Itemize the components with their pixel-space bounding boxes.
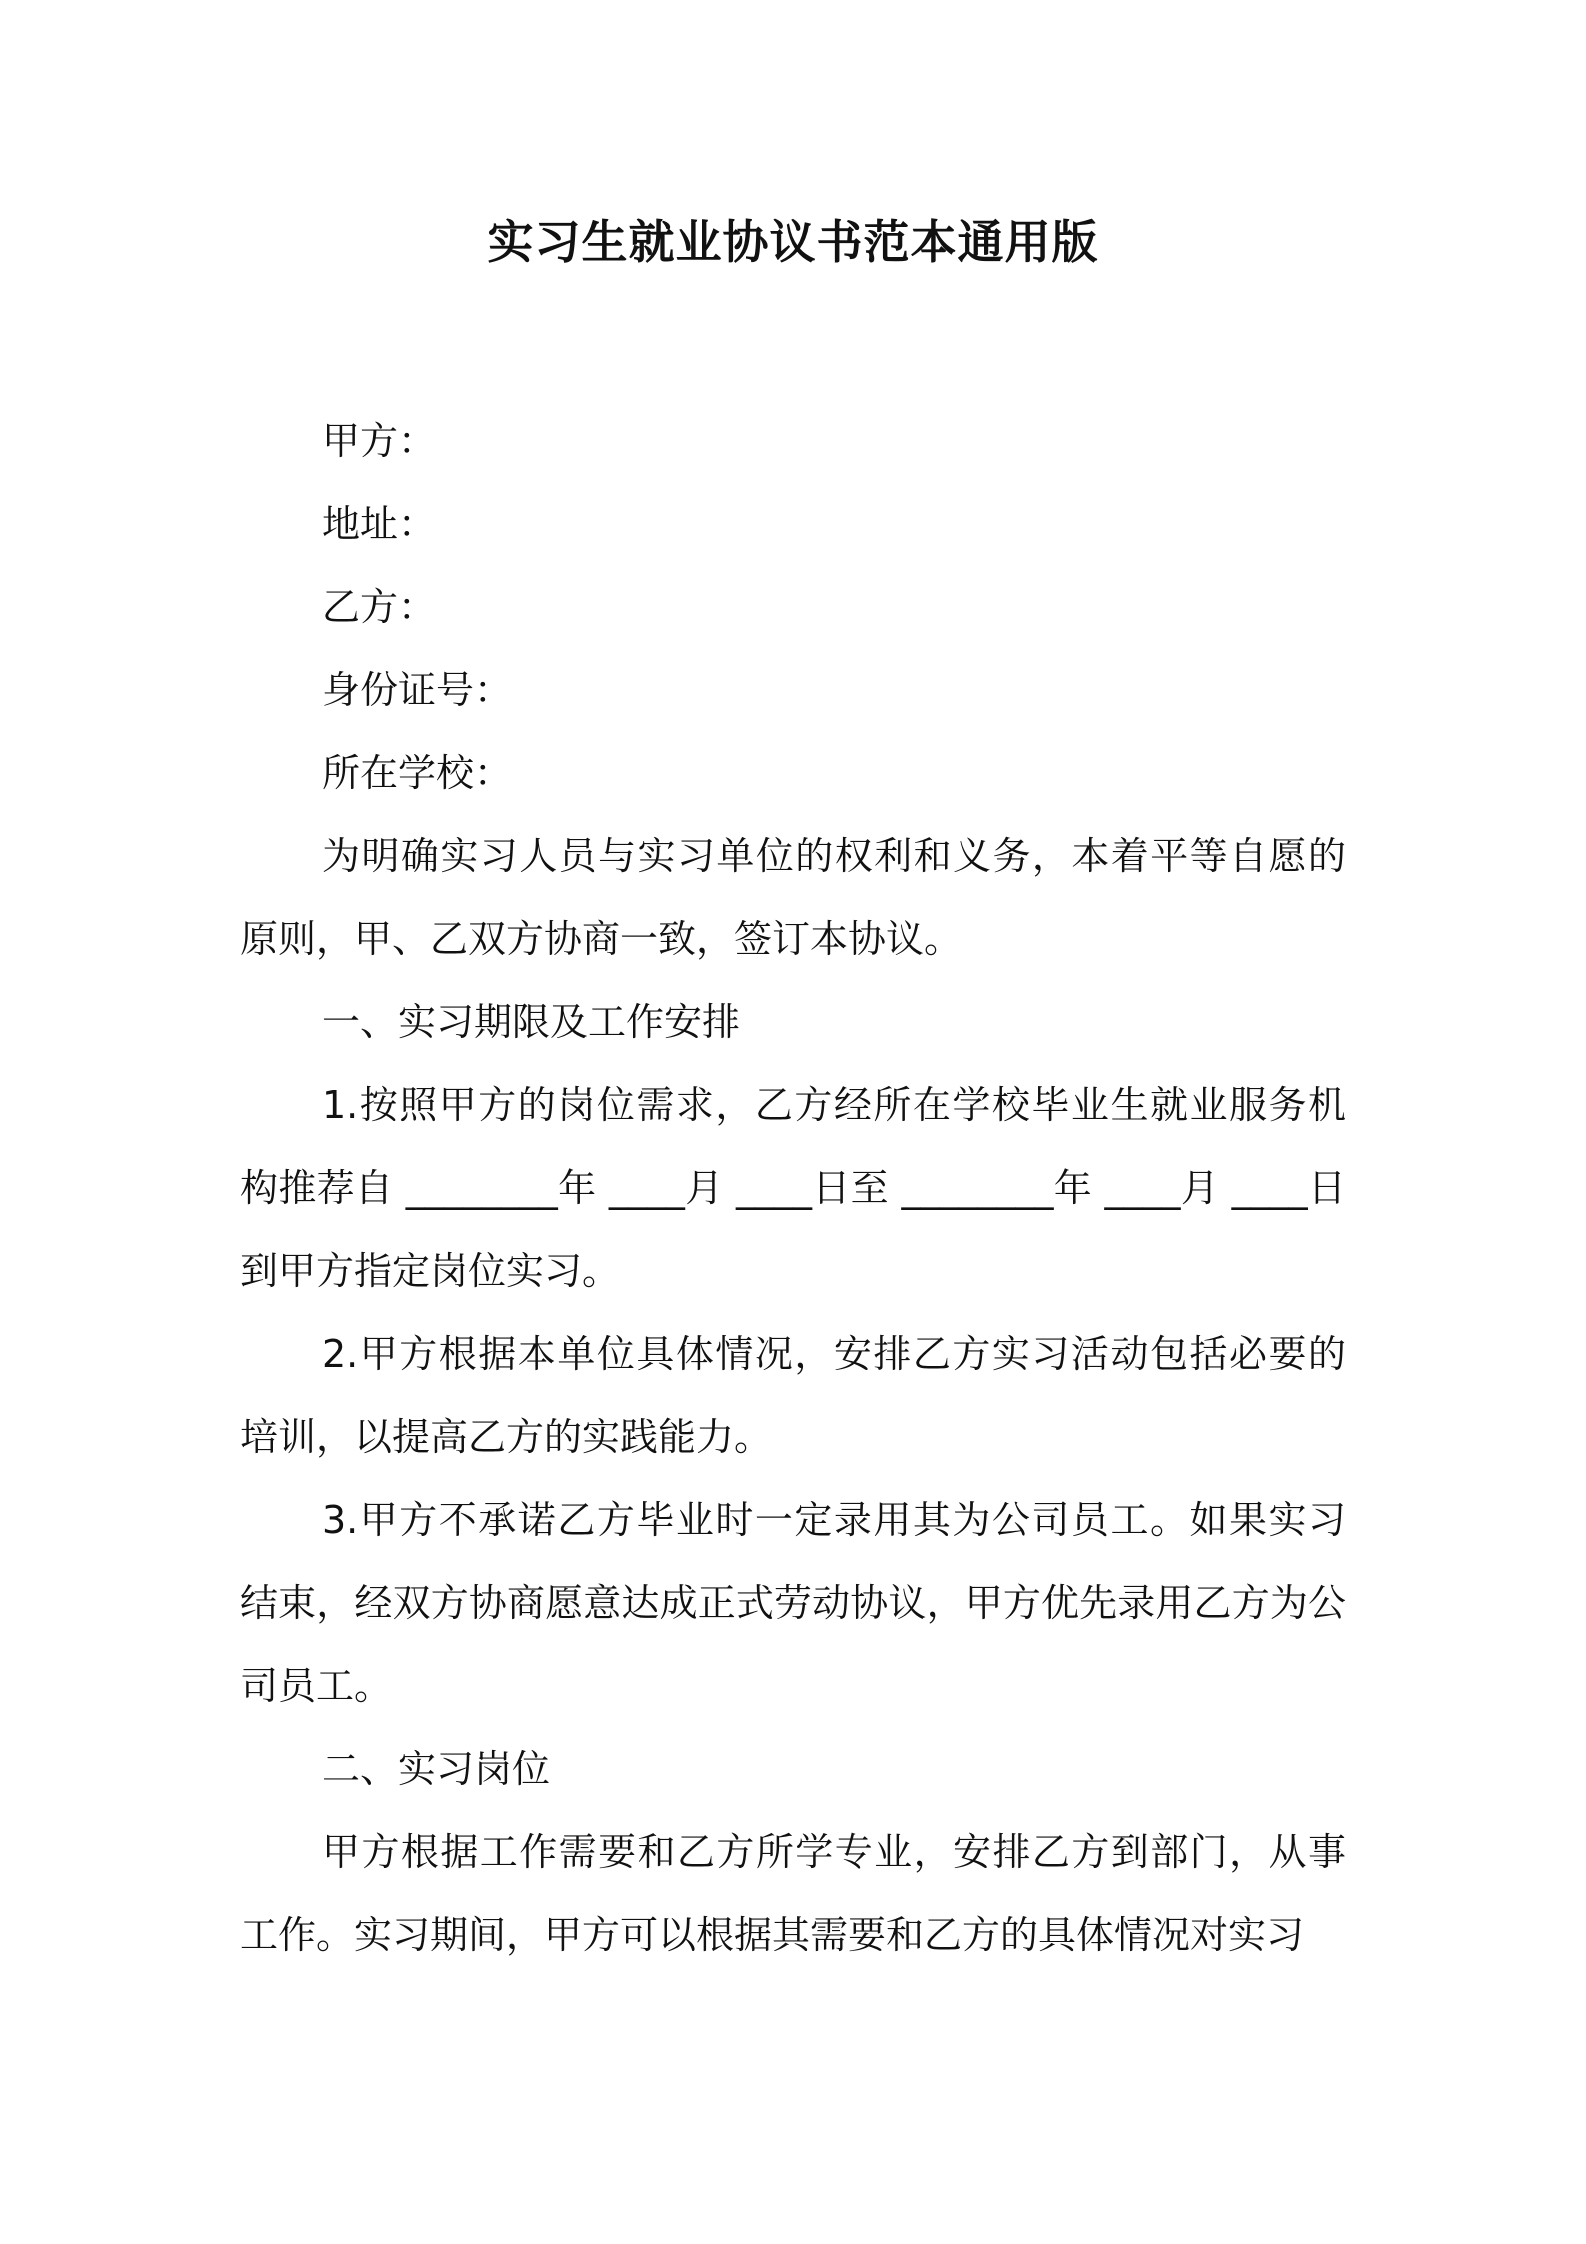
document-title: 实习生就业协议书范本通用版 xyxy=(487,215,1099,269)
field-party-a: 甲方： xyxy=(322,419,437,463)
field-id-number: 身份证号： xyxy=(322,668,513,712)
section1-item1: 1.按照甲方的岗位需求，乙方经所在学校毕业生就业服务机构推荐自 ________年 ____月 ____日至 ________年 ____月 ____日到甲方指定岗位实习。 xyxy=(240,1083,1346,1293)
section1-heading: 一、实习期限及工作安排 xyxy=(322,1000,741,1044)
document-body xyxy=(240,400,1346,1977)
section1-item3: 3.甲方不承诺乙方毕业时一定录用其为公司员工。如果实习结束，经双方协商愿意达成正式劳动协议，甲方优先录用乙方为公司员工。 xyxy=(240,1498,1346,1708)
section2-paragraph: 甲方根据工作需要和乙方所学专业，安排乙方到部门，从事工作。实习期间，甲方可以根据其需要和乙方的具体情况对实习 xyxy=(240,1830,1346,1957)
field-school: 所在学校： xyxy=(322,751,513,795)
field-address: 地址： xyxy=(322,502,437,546)
section2-heading: 二、实习岗位 xyxy=(322,1747,551,1791)
section1-item2: 2.甲方根据本单位具体情况，安排乙方实习活动包括必要的培训，以提高乙方的实践能力。 xyxy=(240,1332,1346,1459)
intro-paragraph: 为明确实习人员与实习单位的权利和义务，本着平等自愿的原则，甲、乙双方协商一致，签订本协议。 xyxy=(240,834,1346,961)
field-party-b: 乙方： xyxy=(322,585,437,629)
